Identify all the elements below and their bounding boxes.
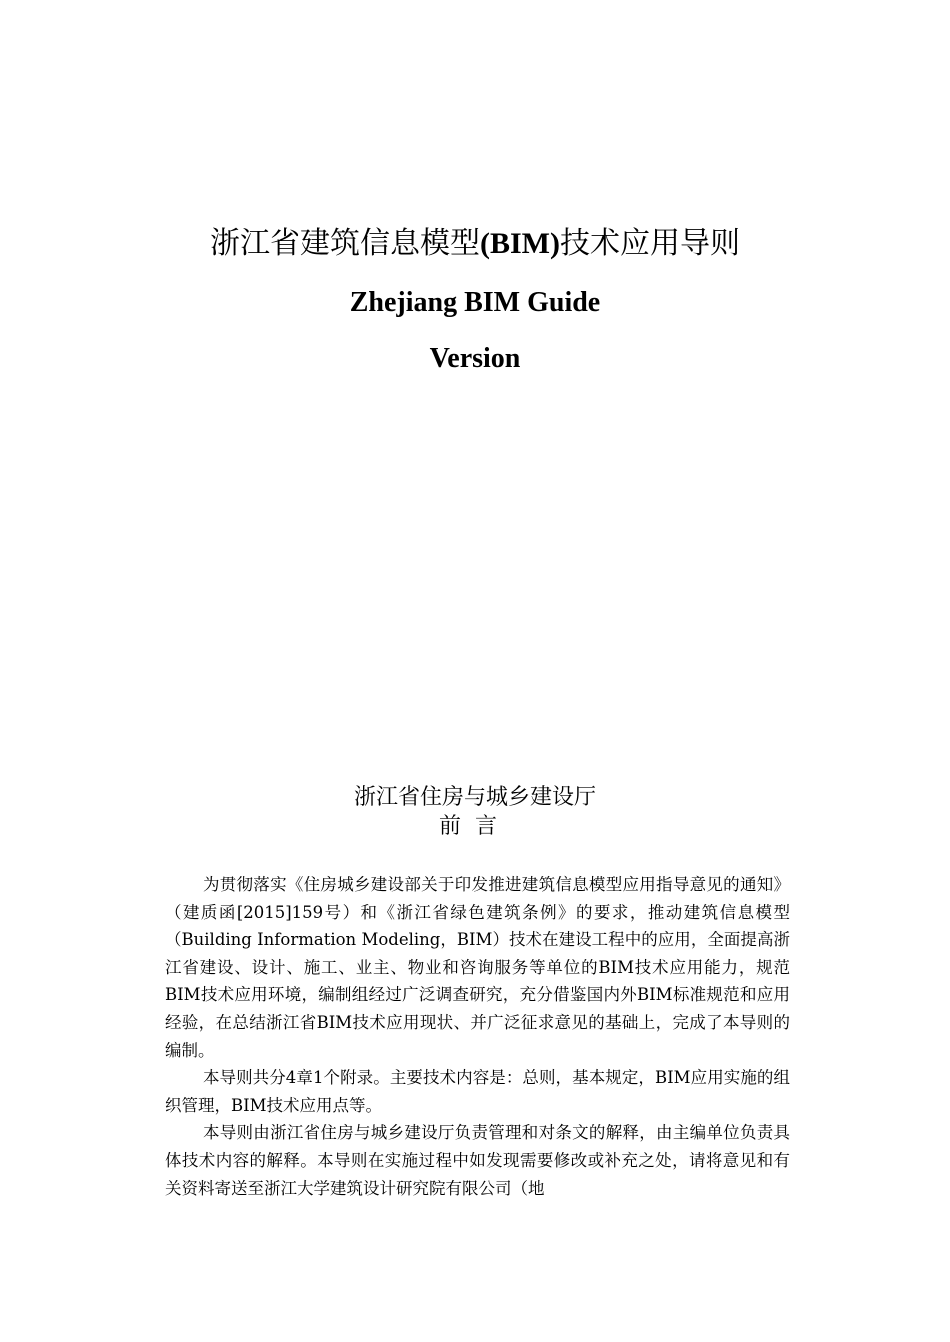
preface-body: [165, 871, 790, 1202]
preface-paragraph: 本导则共分4章1个附录。主要技术内容是：总则，基本规定，BIM应用实施的组织管理，BIM技术应用点等。: [165, 1068, 790, 1115]
issuer-name: 浙江省住房与城乡建设厅: [353, 785, 596, 810]
version-label: Version: [429, 343, 521, 374]
document-title-cn: [0, 222, 950, 266]
preface-paragraph: 本导则由浙江省住房与城乡建设厅负责管理和对条文的解释，由主编单位负责具体技术内容的解释。本导则在实施过程中如发现需要修改或补充之处，请将意见和有关资料寄送至浙江大学建筑设计研究院有限公司（地: [165, 1123, 790, 1198]
document-title-en: Zhejiang BIM Guide: [349, 287, 601, 318]
preface-heading: 前言: [438, 814, 511, 839]
title-cn-abbrev: (BIM): [480, 227, 560, 260]
preface-paragraph: 为贯彻落实《住房城乡建设部关于印发推进建筑信息模型应用指导意见的通知》（建质函[2015]159号）和《浙江省绿色建筑条例》的要求，推动建筑信息模型（Building Information Modeling，BIM）技术在建设工程中的应用，全面提高浙江省建设、设计、施工、业主、物业和咨询服务等单位的BIM技术应用能力，规范BIM技术应用环境，编制组经过广泛调查研究，充分借鉴国内外BIM标准规范和应用经验，在总结浙江省BIM技术应用现状、并广泛征求意见的基础上，完成了本导则的编制。: [165, 875, 790, 1060]
title-cn-prefix: 浙江省建筑信息模型: [210, 226, 480, 261]
title-cn-suffix: 技术应用导则: [559, 226, 740, 261]
